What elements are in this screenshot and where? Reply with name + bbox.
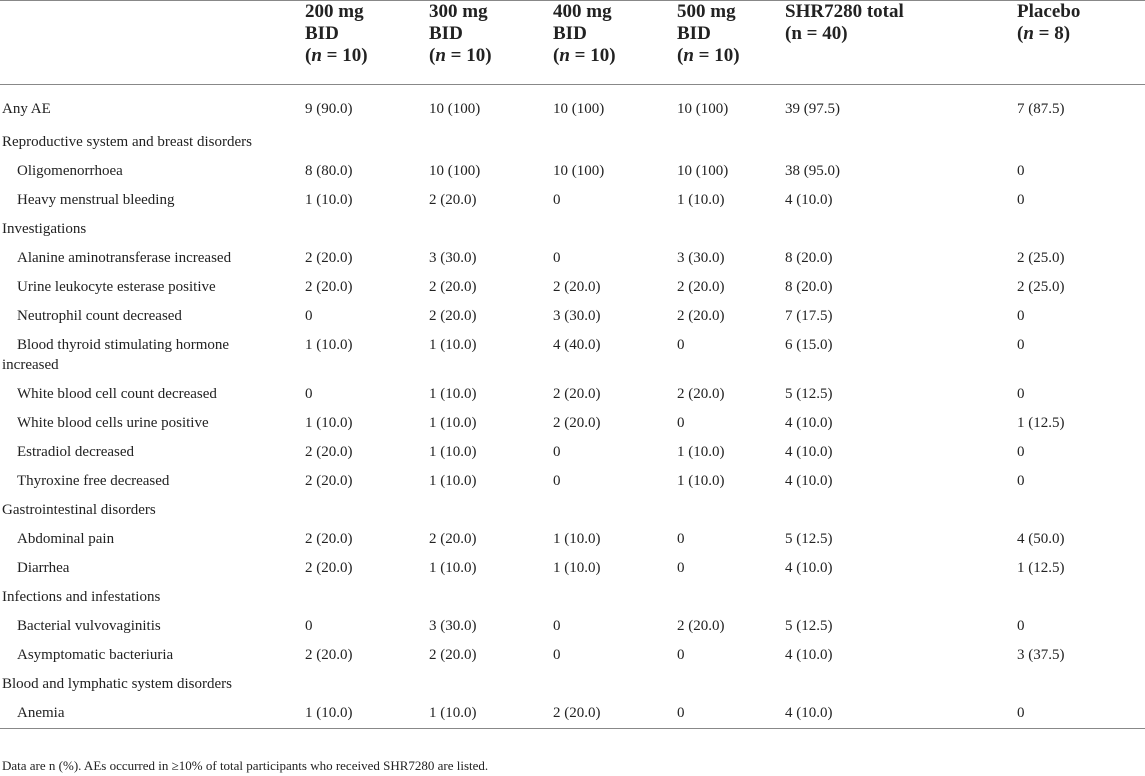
cell-value: 38 (95.0) [785, 163, 840, 179]
cell-value: 2 (20.0) [305, 473, 353, 489]
row-label: White blood cells urine positive [17, 415, 209, 431]
cell-value: 2 (25.0) [1017, 279, 1065, 295]
cell-value: 7 (87.5) [1017, 101, 1065, 117]
header-shr7280-total [785, 1, 1017, 85]
row-label: Oligomenorrhoea [17, 163, 123, 179]
cell-value: 5 (12.5) [785, 618, 833, 634]
cell-value [785, 215, 1017, 244]
header-n: (n = 10) [677, 45, 740, 66]
row-label: Any AE [2, 101, 51, 117]
cell-value [305, 583, 429, 612]
cell-value: 2 (20.0) [553, 386, 601, 402]
table-row [0, 186, 1145, 215]
cell-value [553, 583, 677, 612]
row-label-line: Blood thyroid stimulating hormone [17, 337, 230, 353]
cell-value: 2 (20.0) [305, 531, 353, 547]
cell-value: 0 [677, 705, 685, 721]
cell-value [677, 670, 785, 699]
cell-value: 0 [305, 386, 313, 402]
table-row [0, 699, 1145, 729]
row-label: Abdominal pain [17, 531, 115, 547]
header-line: 300 mg [429, 1, 488, 22]
cell-value [429, 583, 553, 612]
cell-value: 2 (25.0) [1017, 250, 1065, 266]
cell-value: 6 (15.0) [785, 337, 833, 353]
cell-value: 3 (30.0) [429, 250, 477, 266]
cell-value [677, 583, 785, 612]
cell-value: 1 (10.0) [429, 444, 477, 460]
cell-value: 2 (20.0) [429, 192, 477, 208]
cell-value: 2 (20.0) [677, 308, 725, 324]
cell-value: 0 [553, 647, 561, 663]
header-placebo [1017, 1, 1145, 85]
cell-value [305, 670, 429, 699]
cell-value: 4 (50.0) [1017, 531, 1065, 547]
cell-value [1017, 215, 1145, 244]
cell-value: 3 (37.5) [1017, 647, 1065, 663]
cell-value [305, 496, 429, 525]
row-label: Infections and infestations [2, 589, 161, 605]
cell-value [677, 215, 785, 244]
row-label-line: increased [2, 357, 59, 373]
cell-value: 0 [677, 647, 685, 663]
cell-value: 4 (10.0) [785, 192, 833, 208]
cell-value: 4 (10.0) [785, 444, 833, 460]
cell-value [1017, 670, 1145, 699]
row-label: Neutrophil count decreased [17, 308, 182, 324]
cell-value: 0 [677, 531, 685, 547]
cell-value: 5 (12.5) [785, 386, 833, 402]
row-label: Diarrhea [17, 560, 70, 576]
cell-value: 39 (97.5) [785, 101, 840, 117]
header-500mg [677, 1, 785, 85]
table-row [0, 380, 1145, 409]
cell-value [553, 496, 677, 525]
cell-value [429, 496, 553, 525]
row-label: White blood cell count decreased [17, 386, 217, 402]
header-300mg [429, 1, 553, 85]
header-n: (n = 10) [429, 45, 492, 66]
header-label-column [0, 1, 305, 85]
cell-value: 2 (20.0) [553, 415, 601, 431]
cell-value: 4 (10.0) [785, 705, 833, 721]
row-label: Bacterial vulvovaginitis [17, 618, 161, 634]
cell-value: 2 (20.0) [553, 279, 601, 295]
cell-value: 4 (10.0) [785, 415, 833, 431]
cell-value: 0 [1017, 192, 1025, 208]
cell-value: 10 (100) [429, 101, 481, 117]
cell-value [553, 670, 677, 699]
cell-value: 0 [553, 192, 561, 208]
row-label: Gastrointestinal disorders [2, 502, 156, 518]
table-row [0, 157, 1145, 186]
cell-value: 0 [1017, 618, 1025, 634]
cell-value: 1 (10.0) [429, 415, 477, 431]
cell-value: 2 (20.0) [553, 705, 601, 721]
cell-value: 1 (12.5) [1017, 560, 1065, 576]
cell-value: 2 (20.0) [305, 444, 353, 460]
cell-value: 4 (10.0) [785, 647, 833, 663]
cell-value: 2 (20.0) [305, 250, 353, 266]
table-row [0, 525, 1145, 554]
cell-value [553, 128, 677, 157]
header-line: 400 mg [553, 1, 612, 22]
row-label [0, 331, 305, 380]
cell-value [1017, 496, 1145, 525]
cell-value [429, 128, 553, 157]
cell-value: 0 [1017, 473, 1025, 489]
cell-value: 9 (90.0) [305, 101, 353, 117]
cell-value: 7 (17.5) [785, 308, 833, 324]
header-n: (n = 10) [553, 45, 616, 66]
cell-value: 1 (10.0) [429, 560, 477, 576]
table-row [0, 244, 1145, 273]
table-row [0, 467, 1145, 496]
cell-value: 0 [1017, 705, 1025, 721]
cell-value: 4 (10.0) [785, 560, 833, 576]
cell-value: 0 [1017, 163, 1025, 179]
cell-value: 2 (20.0) [429, 308, 477, 324]
cell-value: 2 (20.0) [429, 279, 477, 295]
table-row [0, 331, 1145, 380]
cell-value: 0 [1017, 444, 1025, 460]
cell-value: 2 (20.0) [429, 531, 477, 547]
cell-value: 0 [305, 618, 313, 634]
cell-value: 5 (12.5) [785, 531, 833, 547]
table-row [0, 215, 1145, 244]
cell-value: 1 (10.0) [677, 192, 725, 208]
cell-value [785, 496, 1017, 525]
cell-value [677, 496, 785, 525]
cell-value [305, 128, 429, 157]
table-row [0, 641, 1145, 670]
table-row [0, 273, 1145, 302]
header-line: SHR7280 total [785, 1, 904, 22]
cell-value: 1 (10.0) [677, 473, 725, 489]
cell-value: 0 [1017, 308, 1025, 324]
header-n: (n = 8) [1017, 23, 1071, 44]
cell-value: 1 (10.0) [677, 444, 725, 460]
cell-value: 0 [553, 444, 561, 460]
cell-value [677, 128, 785, 157]
cell-value [785, 583, 1017, 612]
cell-value: 0 [553, 473, 561, 489]
header-n: (n = 10) [305, 45, 368, 66]
cell-value: 1 (10.0) [305, 415, 353, 431]
cell-value: 2 (20.0) [429, 647, 477, 663]
header-line: 500 mg [677, 1, 736, 22]
cell-value: 0 [677, 337, 685, 353]
cell-value: 1 (10.0) [305, 192, 353, 208]
cell-value [1017, 128, 1145, 157]
cell-value: 10 (100) [553, 101, 605, 117]
cell-value: 1 (10.0) [429, 705, 477, 721]
header-200mg [305, 1, 429, 85]
header-line: BID [305, 23, 339, 44]
cell-value [785, 128, 1017, 157]
cell-value: 0 [1017, 337, 1025, 353]
cell-value: 0 [677, 415, 685, 431]
table-header-row [0, 1, 1145, 85]
cell-value: 0 [553, 250, 561, 266]
cell-value: 0 [1017, 386, 1025, 402]
table-row [0, 583, 1145, 612]
header-line: Placebo [1017, 1, 1081, 22]
cell-value [553, 215, 677, 244]
row-label: Estradiol decreased [17, 444, 135, 460]
cell-value: 2 (20.0) [677, 279, 725, 295]
cell-value: 4 (40.0) [553, 337, 601, 353]
row-label: Asymptomatic bacteriuria [17, 647, 174, 663]
cell-value: 2 (20.0) [677, 386, 725, 402]
row-label: Alanine aminotransferase increased [17, 250, 232, 266]
cell-value: 3 (30.0) [553, 308, 601, 324]
cell-value: 1 (10.0) [429, 473, 477, 489]
header-line: BID [553, 23, 587, 44]
cell-value: 2 (20.0) [677, 618, 725, 634]
table-footnote: Data are n (%). AEs occurred in ≥10% of total participants who received SHR7280 are listed. [2, 758, 489, 773]
cell-value [429, 215, 553, 244]
table-row [0, 409, 1145, 438]
cell-value: 4 (10.0) [785, 473, 833, 489]
table-row [0, 438, 1145, 467]
cell-value: 8 (20.0) [785, 250, 833, 266]
table-row [0, 85, 1145, 129]
cell-value: 0 [677, 560, 685, 576]
table-row [0, 554, 1145, 583]
cell-value: 1 (12.5) [1017, 415, 1065, 431]
row-label: Urine leukocyte esterase positive [17, 279, 216, 295]
row-label: Thyroxine free decreased [17, 473, 170, 489]
cell-value: 3 (30.0) [429, 618, 477, 634]
cell-value: 1 (10.0) [553, 560, 601, 576]
cell-value: 1 (10.0) [305, 337, 353, 353]
cell-value: 0 [553, 618, 561, 634]
cell-value: 2 (20.0) [305, 560, 353, 576]
header-line: 200 mg [305, 1, 364, 22]
cell-value: 10 (100) [677, 101, 729, 117]
cell-value [785, 670, 1017, 699]
table-row [0, 128, 1145, 157]
cell-value: 10 (100) [677, 163, 729, 179]
header-400mg [553, 1, 677, 85]
table-row [0, 302, 1145, 331]
cell-value: 1 (10.0) [553, 531, 601, 547]
cell-value: 8 (20.0) [785, 279, 833, 295]
row-label: Anemia [17, 705, 65, 721]
table-row [0, 612, 1145, 641]
header-line: BID [429, 23, 463, 44]
table-body [0, 85, 1145, 729]
cell-value: 3 (30.0) [677, 250, 725, 266]
cell-value: 1 (10.0) [429, 386, 477, 402]
table-row [0, 496, 1145, 525]
cell-value: 2 (20.0) [305, 279, 353, 295]
row-label: Heavy menstrual bleeding [17, 192, 175, 208]
header-line: (n = 40) [785, 23, 848, 44]
cell-value: 10 (100) [553, 163, 605, 179]
cell-value: 10 (100) [429, 163, 481, 179]
cell-value [1017, 583, 1145, 612]
header-line: BID [677, 23, 711, 44]
row-label: Investigations [2, 221, 87, 237]
cell-value: 1 (10.0) [429, 337, 477, 353]
cell-value: 2 (20.0) [305, 647, 353, 663]
table-row [0, 670, 1145, 699]
cell-value [305, 215, 429, 244]
cell-value [429, 670, 553, 699]
cell-value: 8 (80.0) [305, 163, 353, 179]
cell-value: 0 [305, 308, 313, 324]
row-label: Reproductive system and breast disorders [2, 134, 252, 150]
row-label: Blood and lymphatic system disorders [2, 676, 232, 692]
cell-value: 1 (10.0) [305, 705, 353, 721]
